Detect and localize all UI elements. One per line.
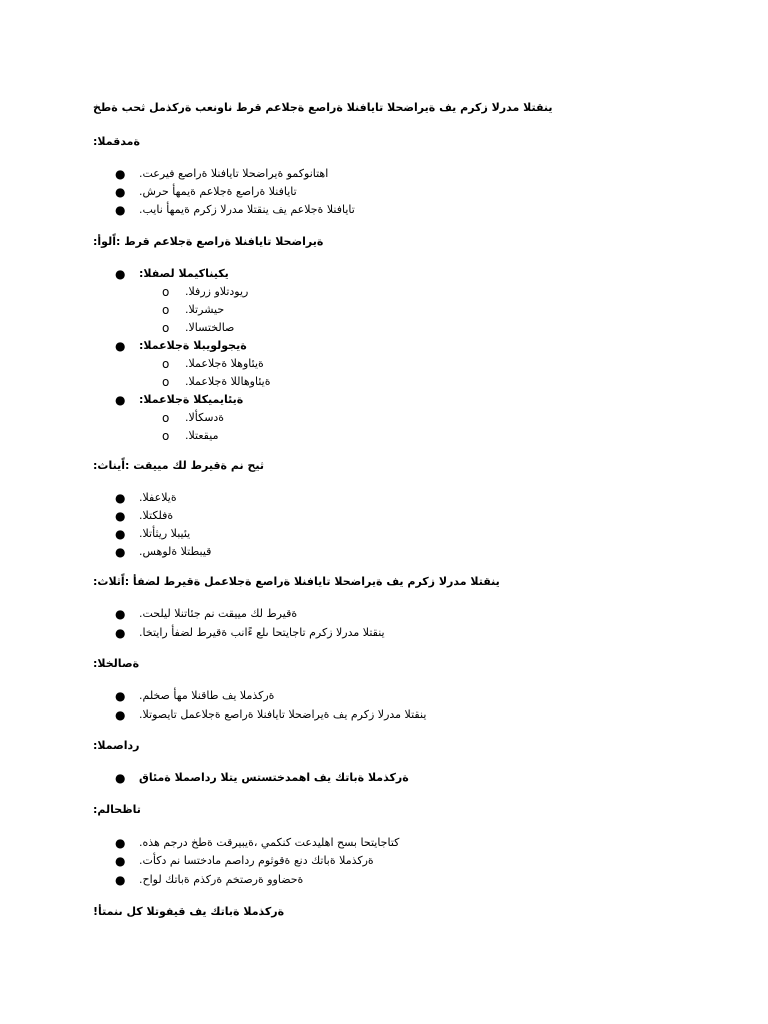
document-title: خطة بحث لمذكرة بعنوان طرق معالجة عصارة النفايات الحضارية في مركز الردم التقني bbox=[93, 101, 553, 114]
list-item bbox=[0, 489, 768, 507]
sources-heading: :المصادر bbox=[93, 739, 140, 752]
list-item-text: .اختيار أفضل طريقة بناءً على احتياجات مركز الردم التقني bbox=[139, 626, 385, 639]
list-item-text: قائمة المصادر التي ستستخدمها في كتابة المذكرة bbox=[139, 771, 409, 784]
document-title-line bbox=[0, 99, 768, 117]
bullet-icon: ● bbox=[115, 203, 126, 217]
bullet-icon: ● bbox=[115, 689, 126, 703]
section3-heading: :ثالثاً: أفضل طريقة لمعالجة عصارة النفايات الحضارية في مركز الردم التقني bbox=[93, 575, 500, 588]
bullet-icon: ● bbox=[115, 339, 126, 353]
list-item bbox=[0, 337, 768, 355]
sub-bullet-icon: o bbox=[162, 411, 170, 425]
bullet-icon: ● bbox=[115, 527, 126, 541]
list-item bbox=[0, 183, 768, 201]
bullet-icon: ● bbox=[115, 167, 126, 181]
sub-list-item bbox=[0, 283, 768, 301]
notes-heading: :ملاحظات bbox=[93, 803, 141, 816]
list-item-text: .الترشيح bbox=[185, 303, 225, 316]
conclusion-heading: :الخلاصة bbox=[93, 657, 140, 670]
bullet-icon: ● bbox=[115, 545, 126, 559]
list-item bbox=[0, 706, 768, 724]
sub-list-item bbox=[0, 427, 768, 445]
bullet-icon: ● bbox=[115, 626, 126, 640]
section2-heading: :ثانياً: تقييم كل طريقة من حيث bbox=[93, 459, 265, 472]
sub-bullet-icon: o bbox=[162, 285, 170, 299]
bullet-icon: ● bbox=[115, 836, 126, 850]
sub-list-item bbox=[0, 319, 768, 337]
sub-list-item bbox=[0, 409, 768, 427]
bullet-icon: ● bbox=[115, 267, 126, 281]
section3-heading-line bbox=[0, 573, 768, 591]
bullet-icon: ● bbox=[115, 873, 126, 887]
sub-bullet-icon: o bbox=[162, 375, 170, 389]
sub-bullet-icon: o bbox=[162, 429, 170, 443]
sub-bullet-icon: o bbox=[162, 357, 170, 371]
sub-list-item bbox=[0, 301, 768, 319]
list-item-text: .التوصيات لمعالجة عصارة النفايات الحضارية في مركز الردم التقني bbox=[139, 708, 427, 721]
bullet-icon: ● bbox=[115, 854, 126, 868]
bullet-icon: ● bbox=[115, 607, 126, 621]
list-item-text: .سهولة التطبيق bbox=[139, 545, 212, 558]
intro-heading-line bbox=[0, 133, 768, 151]
list-item bbox=[0, 605, 768, 623]
list-item bbox=[0, 769, 768, 787]
section1-heading: :أولاً: طرق معالجة عصارة النفايات الحضارية bbox=[93, 235, 324, 248]
list-item-text: .الأكسدة bbox=[185, 411, 225, 424]
list-item-text: .تأكد من استخدام مصادر موثوقة عند كتابة المذكرة bbox=[139, 854, 374, 867]
bullet-icon: ● bbox=[115, 185, 126, 199]
list-item-text: .المعالجة الهوائية bbox=[185, 357, 264, 370]
list-item-text: .تحليل النتائج من تقييم كل طريقة bbox=[139, 607, 298, 620]
sub-bullet-icon: o bbox=[162, 303, 170, 317]
list-item bbox=[0, 391, 768, 409]
list-item-text: .التعقيم bbox=[185, 429, 219, 442]
closing-text: !أتمنى لك التوفيق في كتابة المذكرة bbox=[93, 905, 285, 918]
bullet-icon: ● bbox=[115, 393, 126, 407]
bullet-icon: ● bbox=[115, 491, 126, 505]
list-item bbox=[0, 834, 768, 852]
list-item bbox=[0, 265, 768, 283]
list-item-text: .الفعالية bbox=[139, 491, 177, 504]
list-item-text: .هذه مجرد خطة تقريبية، يمكنك تعديلها حسب احتياجاتك bbox=[139, 836, 400, 849]
list-item-text: .شرح أهمية معالجة عصارة النفايات bbox=[139, 185, 297, 198]
sub-bullet-icon: o bbox=[162, 321, 170, 335]
list-item-text: .ملخص أهم النقاط في المذكرة bbox=[139, 689, 275, 702]
list-item-text: .التأثير البيئي bbox=[139, 527, 191, 540]
group-label: :المعالجة الكيميائية bbox=[139, 393, 244, 406]
intro-heading: :المقدمة bbox=[93, 135, 140, 148]
sub-list-item bbox=[0, 355, 768, 373]
list-item-text: .الفرز والتدوير bbox=[185, 285, 249, 298]
conclusion-heading-line bbox=[0, 655, 768, 673]
list-item-text: .تعريف عصارة النفايات الحضارية ومكوناتها bbox=[139, 167, 329, 180]
notes-heading-line bbox=[0, 801, 768, 819]
section2-heading-line bbox=[0, 457, 768, 475]
group-label: :المعالجة البيولوجية bbox=[139, 339, 247, 352]
list-item-text: .حاول كتابة مذكرة مختصرة وواضحة bbox=[139, 873, 304, 886]
list-item-text: .المعالجة اللاهوائية bbox=[185, 375, 271, 388]
list-item bbox=[0, 871, 768, 889]
bullet-icon: ● bbox=[115, 771, 126, 785]
bullet-icon: ● bbox=[115, 509, 126, 523]
list-item bbox=[0, 687, 768, 705]
list-item bbox=[0, 507, 768, 525]
list-item bbox=[0, 165, 768, 183]
group-label: :الفصل الميكانيكي bbox=[139, 267, 229, 280]
list-item bbox=[0, 543, 768, 561]
section1-heading-line bbox=[0, 233, 768, 251]
list-item bbox=[0, 852, 768, 870]
bullet-icon: ● bbox=[115, 708, 126, 722]
list-item-text: .الاستخلاص bbox=[185, 321, 235, 334]
list-item-text: .التكلفة bbox=[139, 509, 174, 522]
list-item bbox=[0, 624, 768, 642]
closing-line bbox=[0, 903, 768, 921]
sub-list-item bbox=[0, 373, 768, 391]
list-item bbox=[0, 525, 768, 543]
list-item bbox=[0, 201, 768, 219]
sources-heading-line bbox=[0, 737, 768, 755]
list-item-text: .بيان أهمية مركز الردم التقني في معالجة النفايات bbox=[139, 203, 355, 216]
